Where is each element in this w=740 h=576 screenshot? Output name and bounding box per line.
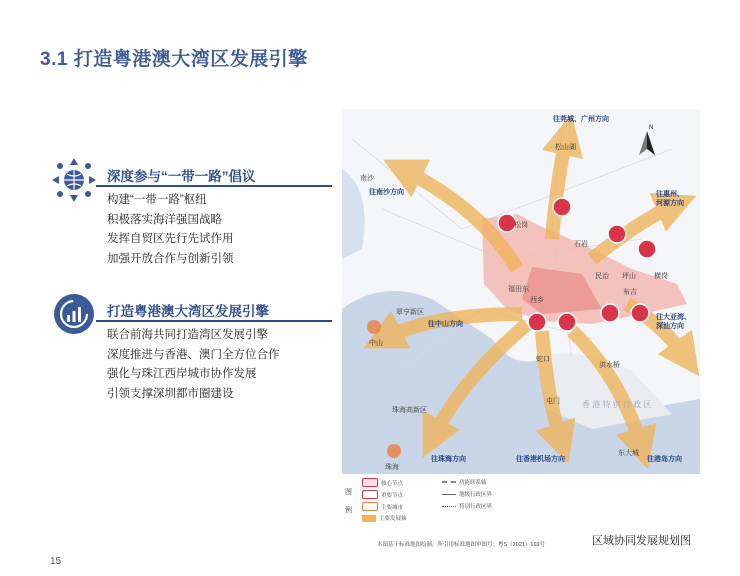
section-divider — [96, 185, 332, 187]
bullet-item: 联合前海共同打造湾区发展引擎 — [107, 329, 268, 341]
legend-item: 主要发展轴 — [362, 514, 407, 522]
chart-icon — [53, 293, 95, 335]
legend-item: 特别行政区界 — [442, 502, 492, 510]
key-node-icon — [362, 490, 378, 499]
section-heading: 打造粤港澳大湾区发展引擎 — [107, 304, 269, 319]
map-caption: 区域协同发展规划图 — [592, 535, 691, 547]
map-place-label: 民治 — [595, 273, 609, 280]
bullet-item: 深度推进与香港、澳门全方位合作 — [107, 348, 280, 361]
link-axis-icon — [442, 481, 456, 483]
map-region-label: 香 港 特 别 行 政 区 — [582, 400, 652, 409]
map-place-label: 松岗 — [514, 222, 528, 229]
axis-icon — [362, 515, 376, 522]
section-heading: 深度参与“一带一路”倡议 — [107, 169, 256, 184]
map-place-label: 屯门 — [546, 398, 560, 405]
map-place-label: 洪水桥 — [599, 362, 620, 369]
page-number: 15 — [50, 556, 62, 567]
map-place-label: 西乡 — [530, 297, 544, 304]
map-place-label: 坪山 — [622, 273, 636, 280]
map-direction-label: 往南沙方向 — [369, 189, 404, 196]
map-legend — [342, 474, 700, 536]
legend-item: 重要节点 — [362, 490, 403, 499]
regional-map — [342, 109, 700, 474]
legend-item: 功能联系轴 — [442, 478, 487, 486]
map-place-label: 翠亨新区 — [396, 309, 424, 316]
city-icon — [362, 502, 378, 511]
map-place-label: 横岗 — [654, 273, 668, 280]
map-place-label: 布吉 — [623, 289, 637, 296]
bullet-item: 加强开放合作与创新引领 — [107, 252, 234, 265]
city-boundary-icon — [442, 494, 456, 495]
legend-item: 核心节点 — [362, 478, 403, 487]
map-place-label: 南沙 — [360, 175, 374, 182]
bullet-item: 构建“一带一路”枢纽 — [107, 194, 207, 206]
section-divider — [96, 320, 332, 322]
map-direction-label: 往港岛方向 — [647, 456, 682, 463]
map-place-label: 东大城 — [618, 450, 639, 457]
map-direction-label: 往惠州、 河源方向 — [656, 191, 684, 207]
map-place-label: 松山湖 — [555, 144, 576, 151]
section-bullets — [107, 191, 234, 269]
svg-text:N: N — [649, 125, 654, 131]
map-direction-label: 往大亚湾、 深汕方向 — [656, 314, 691, 330]
page-title: 3.1 打造粤港澳大湾区发展引擎 — [40, 49, 308, 70]
bullet-item: 积极落实海洋强国战略 — [107, 213, 222, 226]
map-place-label: 珠海高新区 — [392, 407, 427, 414]
legend-item: 主要城市 — [362, 502, 403, 511]
map-note: 本图基于标准地图绘制，所引用标准地图审图号：粤S（2021）169号 — [377, 542, 546, 548]
map-place-label: 蛇口 — [536, 356, 550, 363]
map-direction-label: 往珠海方向 — [431, 456, 466, 463]
core-node-icon — [362, 478, 378, 487]
globe-network-icon — [52, 158, 96, 202]
map-place-label: 中山 — [369, 340, 383, 347]
bullet-item: 引领支撑深圳都市圈建设 — [107, 387, 234, 400]
legend-item: 地级行政区界 — [442, 490, 492, 498]
map-direction-label: 往莞城、广州方向 — [553, 116, 609, 123]
bullet-item: 发挥自贸区先行先试作用 — [107, 233, 234, 245]
legend-title: 图例 — [345, 489, 352, 514]
section-bullets — [107, 326, 280, 404]
map-place-label: 石岩 — [574, 241, 588, 248]
map-place-label: 福田东 — [508, 286, 529, 293]
map-direction-label: 往香港机场方向 — [516, 456, 565, 463]
map-direction-label: 往中山方向 — [428, 321, 463, 328]
sar-boundary-icon — [442, 506, 456, 507]
map-place-label: 珠海 — [385, 464, 399, 471]
bullet-item: 强化与珠江西岸城市协作发展 — [107, 368, 257, 380]
